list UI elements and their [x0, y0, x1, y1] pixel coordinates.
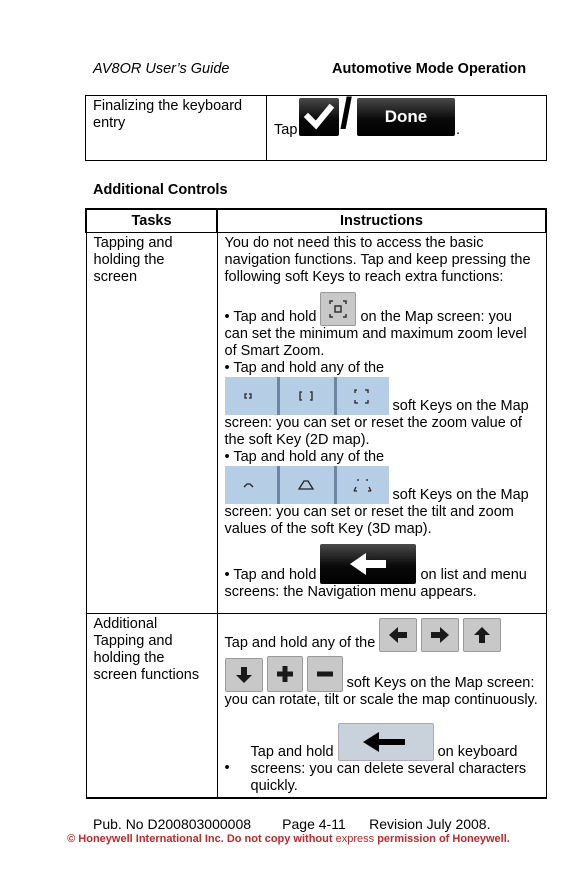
intro-paragraph: You do not need this to access the basic navigation functions. Tap and keep pressing the following soft Keys to reach extra functions: — [224, 235, 531, 285]
bullet-smart-zoom — [225, 292, 539, 360]
copyright-c: permission of Honeywell. — [377, 833, 510, 845]
footer-pub-line — [93, 816, 490, 832]
task-text-row2: Additional Tapping and holding the screen functions — [93, 616, 200, 683]
controls-table — [85, 208, 547, 799]
delete-characters-item — [225, 723, 539, 795]
backspace-button[interactable] — [338, 723, 434, 761]
revision: Revision July 2008. — [369, 816, 491, 832]
done-label: Done — [384, 107, 428, 126]
2d-zoom-buttons[interactable] — [225, 377, 389, 415]
task-text: Finalizing the keyboard entry — [93, 98, 243, 131]
bullet4-post: on list and menu screens: the Navigation menu appears. — [224, 567, 527, 600]
bullet4-pre: • Tap and hold — [224, 567, 317, 583]
tilt-up-button[interactable] — [463, 618, 501, 652]
slash-separator: / — [340, 89, 353, 138]
2d-zoom-icons — [225, 377, 389, 415]
zoom-out-button[interactable] — [307, 656, 343, 692]
3d-zoom-buttons[interactable] — [225, 466, 389, 504]
task-cell-row1 — [86, 233, 217, 614]
bullet3-post: soft Keys on the Map screen: you can set or reset the tilt and zoom values of the soft Key (3D map). — [224, 487, 529, 537]
checkmark-icon — [299, 98, 339, 136]
back-button[interactable] — [320, 544, 416, 584]
task-text-row1: Tapping and holding the screen — [93, 235, 173, 285]
smart-zoom-button[interactable] — [320, 292, 356, 326]
checkmark-button[interactable] — [299, 98, 339, 136]
section-title-header: Automotive Mode Operation — [332, 61, 527, 77]
p1-post: soft Keys on the Map screen: you can rotate, tilt or scale the map continuously. — [224, 675, 538, 708]
rotate-right-button[interactable] — [421, 618, 459, 652]
section-title: Additional Controls — [93, 182, 228, 198]
p2-post: on keyboard screens: you can delete several characters quickly. — [250, 744, 527, 794]
rotate-tilt-paragraph — [225, 618, 539, 709]
bullet-2d-zoom — [225, 360, 539, 449]
arrow-down-icon — [226, 659, 262, 691]
arrow-up-icon — [464, 619, 500, 651]
guide-title: AV8OR User’s Guide — [93, 61, 230, 77]
plus-icon — [268, 657, 302, 691]
smart-zoom-icon — [321, 293, 355, 325]
tasks-header-text: Tasks — [131, 213, 172, 229]
task-cell-row2 — [86, 614, 217, 799]
bullet-navigation-menu — [225, 544, 539, 601]
3d-zoom-icons — [225, 466, 389, 504]
instruction-cell-row1 — [217, 233, 546, 614]
instructions-header-text: Instructions — [340, 213, 423, 229]
bullet2-pre: • Tap and hold any of the — [224, 360, 385, 376]
tilt-down-button[interactable] — [225, 658, 263, 692]
tap-text: Tap — [274, 122, 298, 138]
bullet1-post: on the Map screen: you can set the minimum and maximum zoom level of Smart Zoom. — [224, 309, 527, 359]
copyright-a: © Honeywell International Inc. Do not copy without — [67, 833, 333, 845]
instruction-cell-row2 — [217, 614, 546, 799]
back-arrow-icon — [320, 544, 416, 584]
keyboard-table — [85, 89, 547, 161]
backspace-arrow-icon — [339, 724, 433, 760]
p2-pre: Tap and hold — [250, 744, 334, 760]
arrow-right-icon — [422, 619, 458, 651]
copyright-b: express — [335, 833, 375, 845]
bullet-mark: • — [224, 760, 230, 776]
bullet3-pre: • Tap and hold any of the — [224, 449, 385, 465]
done-button[interactable] — [357, 98, 455, 136]
task-cell — [86, 96, 267, 161]
rotate-left-button[interactable] — [379, 618, 417, 652]
p1-pre: Tap and hold any of the — [224, 635, 376, 651]
page-number: Page 4-11 — [282, 816, 346, 832]
instruction-cell — [267, 89, 547, 161]
bullet-3d-zoom — [225, 449, 539, 538]
instructions-header — [217, 209, 546, 233]
tasks-header — [86, 209, 217, 233]
zoom-in-button[interactable] — [267, 656, 303, 692]
minus-icon — [308, 657, 342, 691]
bullet2-post: soft Keys on the Map screen: you can set or reset the zoom value of the soft Key (2D map). — [224, 398, 529, 448]
arrow-left-icon — [380, 619, 416, 651]
copyright-notice — [0, 832, 577, 846]
pub-number: Pub. No D200803000008 — [93, 816, 252, 832]
period-text: . — [456, 122, 461, 138]
bullet1-pre: • Tap and hold — [224, 309, 317, 325]
